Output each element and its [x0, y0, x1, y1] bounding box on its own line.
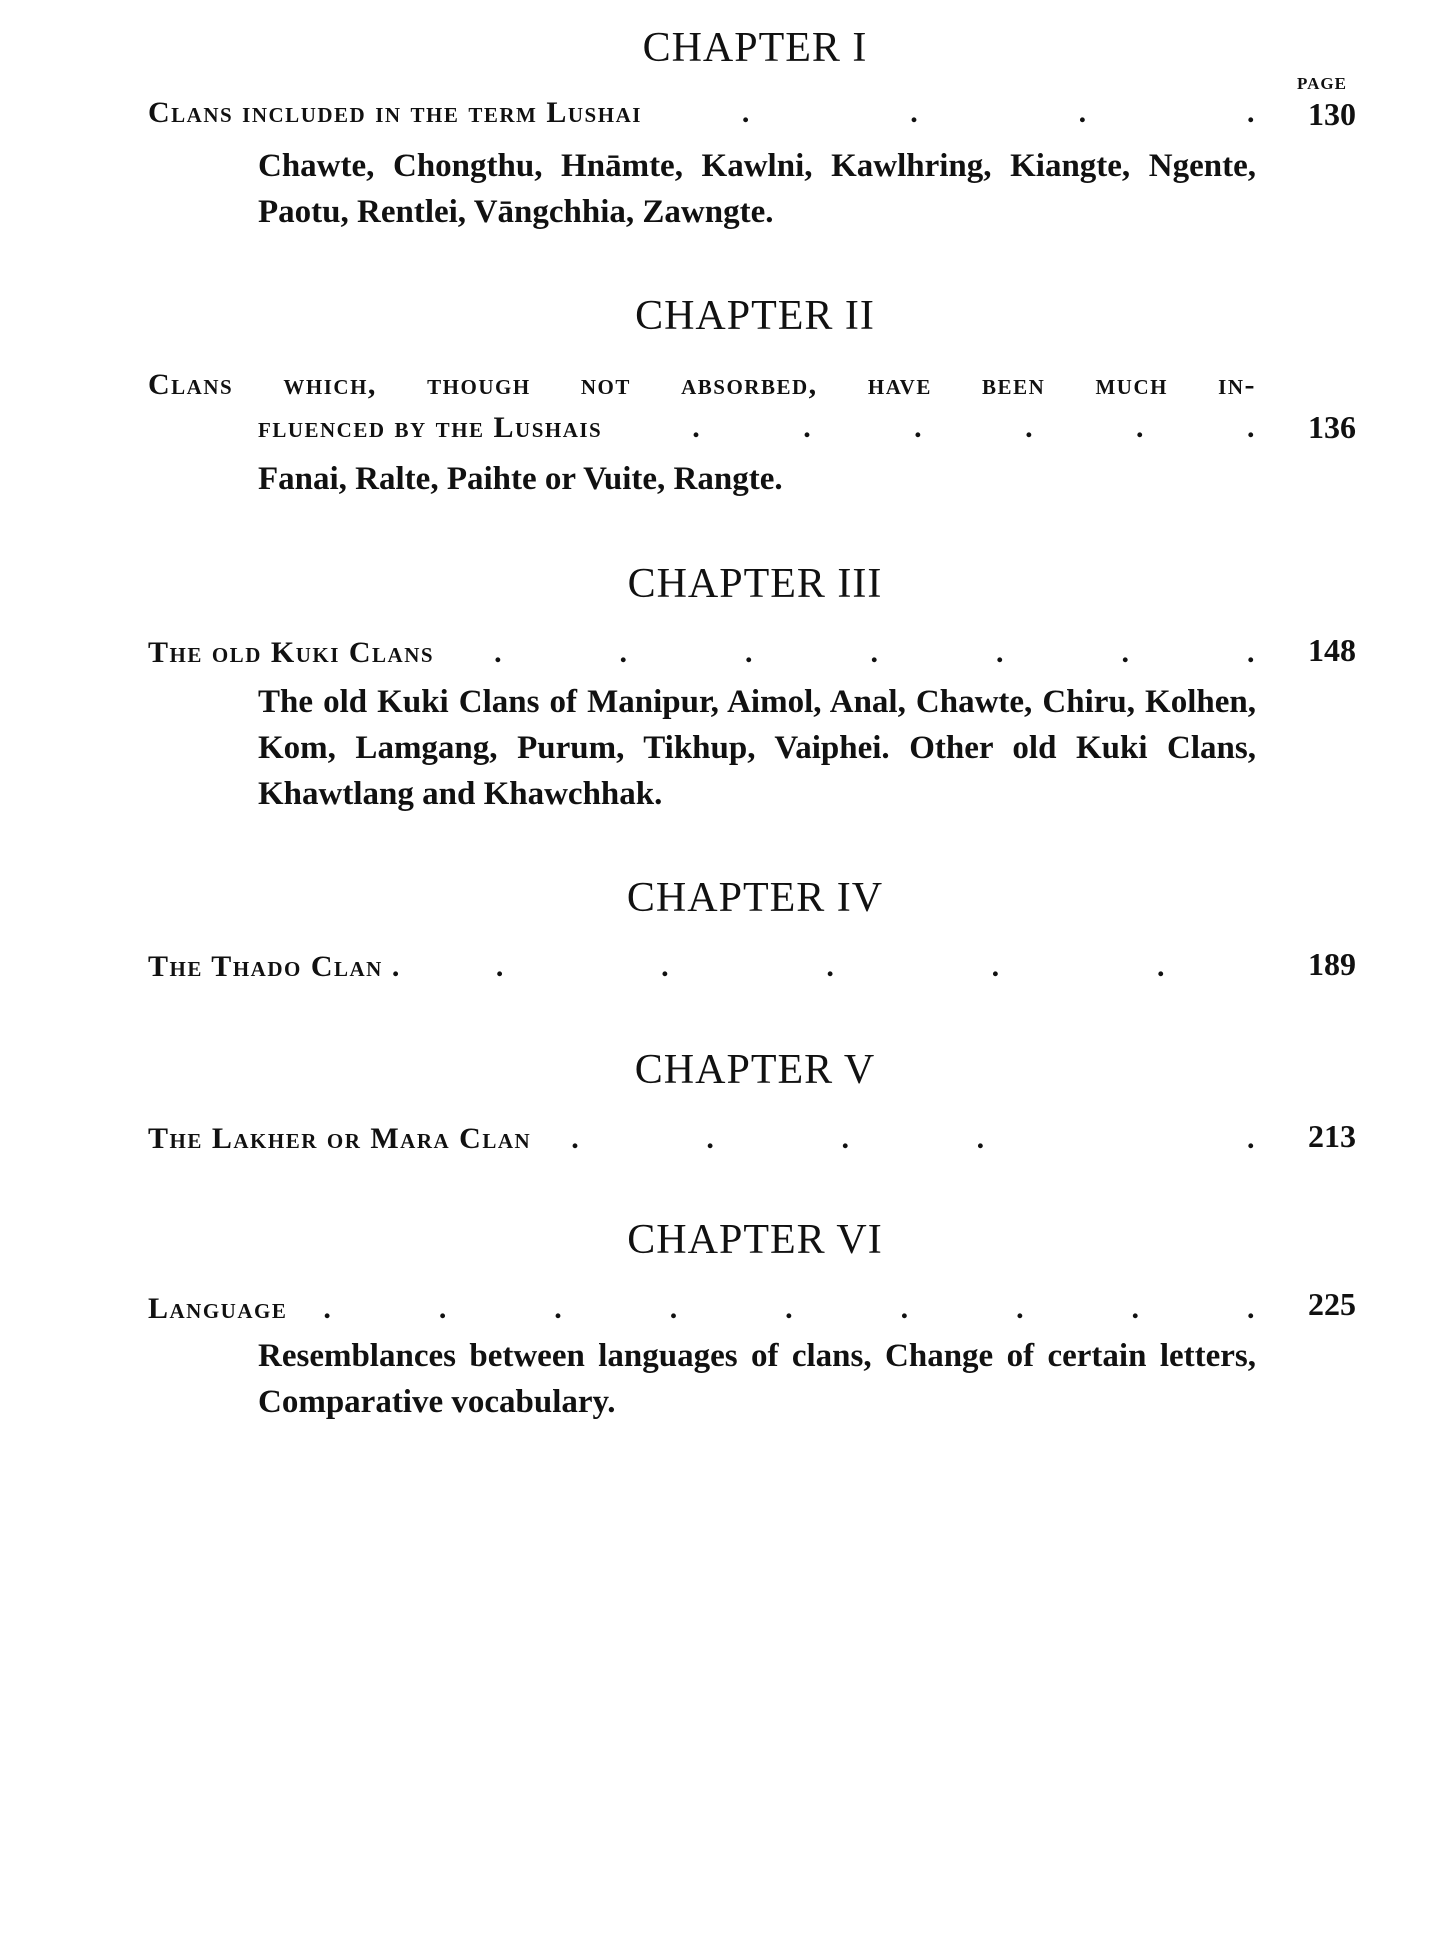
chapter-description: Resemblances between languages of clans, Change of certain letters, Comparative vocabulary.: [258, 1338, 1256, 1420]
chapter-entry-title: [148, 950, 1256, 984]
entry-title-text: The Thado Clan .: [148, 950, 401, 983]
dot-leader: . . . . . . . . .: [323, 1292, 1256, 1325]
chapter-entry-title: [148, 1122, 1256, 1156]
entry-title-text: Clans which, though not absorbed, have been much in-: [148, 368, 1256, 401]
page-number: 148: [1308, 632, 1356, 668]
chapter-entry-title: [148, 96, 1256, 130]
page-number: 189: [1308, 946, 1356, 982]
page-number: 213: [1308, 1118, 1356, 1154]
dot-leader: . . . . .: [495, 950, 1166, 983]
chapter-description: Fanai, Ralte, Paihte or Vuite, Rangte.: [258, 461, 783, 497]
chapter-entry-title-continued: [258, 411, 1256, 445]
entry-title-text: Language: [148, 1292, 288, 1325]
chapter-entry-title: [148, 636, 1256, 670]
entry-title-text: The old Kuki Clans: [148, 636, 435, 669]
dot-leader: . . . . . .: [692, 411, 1256, 444]
chapter-heading: CHAPTER IV: [626, 875, 884, 921]
chapter-description: The old Kuki Clans of Manipur, Aimol, Anal, Chawte, Chiru, Kolhen, Kom, Lamgang, Purum, Tikhup, Vaiphei. Other old Kuki Clans, Khawtlang and Khawchhak.: [258, 684, 1256, 812]
page-number: 130: [1308, 96, 1356, 132]
page-number: 136: [1308, 409, 1356, 445]
chapter-heading: CHAPTER III: [627, 561, 883, 607]
chapter-heading: CHAPTER VI: [627, 1217, 883, 1263]
dot-leader: . . . . .: [571, 1122, 1256, 1155]
page-column-label: PAGE: [1297, 74, 1347, 93]
chapter-description: Chawte, Chongthu, Hnāmte, Kawlni, Kawlhring, Kiangte, Ngente, Paotu, Rentlei, Vāngchhia, Zawngte.: [258, 148, 1256, 230]
chapter-entry-title: [148, 368, 1256, 402]
entry-title-text: The Lakher or Mara Clan: [148, 1122, 532, 1155]
chapter-entry-title: [148, 1292, 1256, 1326]
chapter-heading: CHAPTER II: [635, 293, 875, 339]
dot-leader: . . . .: [741, 96, 1256, 129]
entry-title-text: fluenced by the Lushais: [258, 411, 603, 444]
chapter-heading: CHAPTER I: [642, 25, 868, 71]
dot-leader: . . . . . . .: [494, 636, 1256, 669]
entry-title-text: Clans included in the term Lushai: [148, 96, 642, 129]
chapter-heading: CHAPTER V: [634, 1047, 876, 1093]
page-number: 225: [1308, 1286, 1356, 1322]
